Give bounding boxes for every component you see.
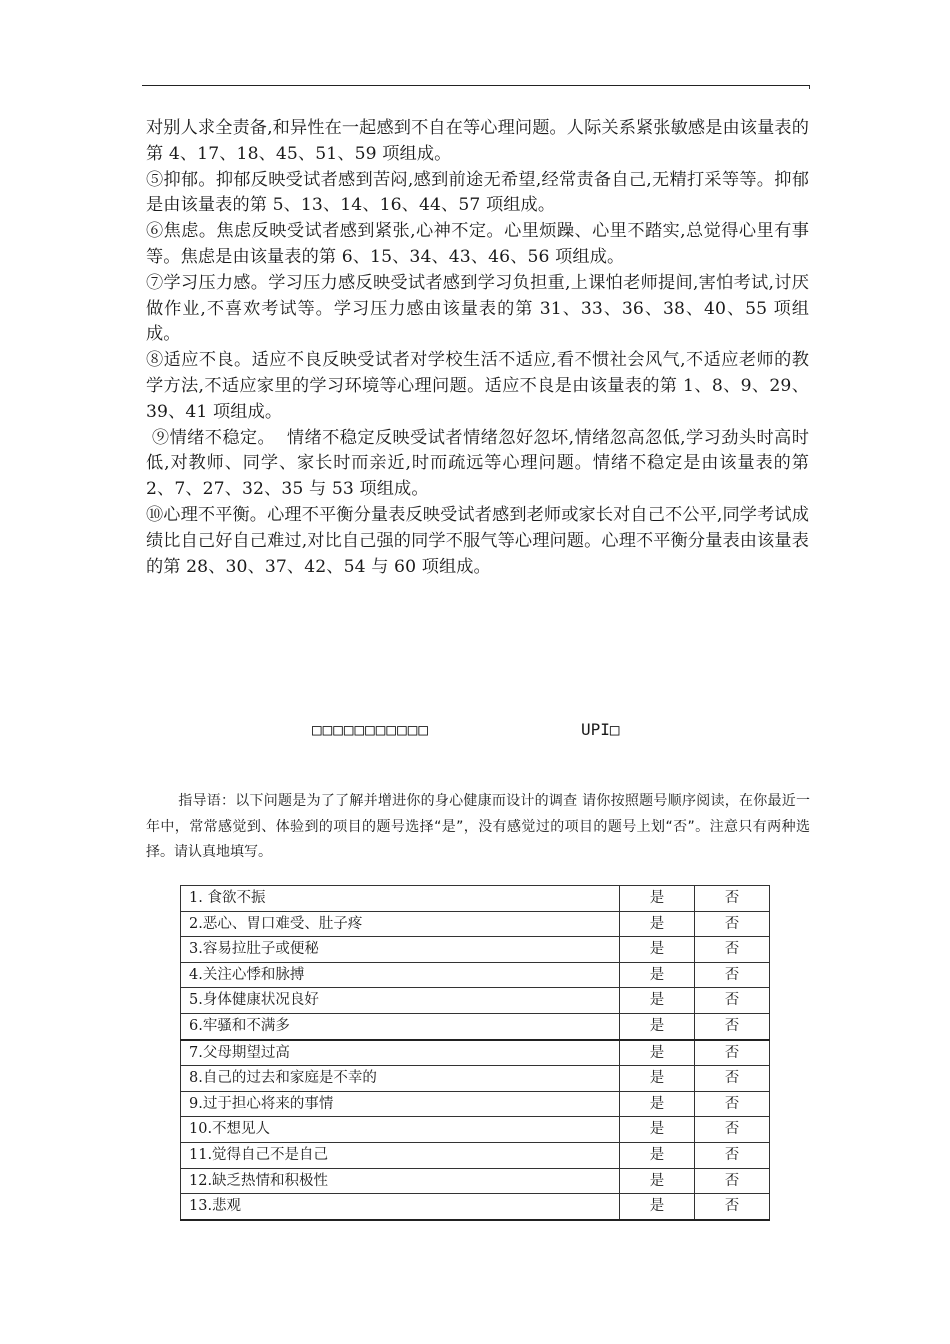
answer-no-option[interactable]: 否 <box>695 1168 770 1194</box>
question-text: 5.身体健康状况良好 <box>181 988 620 1014</box>
question-row <box>181 937 770 963</box>
question-text: 2.恶心、胃口难受、肚子疼 <box>181 911 620 937</box>
answer-yes-option[interactable]: 是 <box>620 1066 695 1092</box>
question-row <box>181 962 770 988</box>
answer-no-option[interactable]: 否 <box>695 962 770 988</box>
answer-yes-option[interactable]: 是 <box>620 1117 695 1143</box>
answer-yes-option[interactable]: 是 <box>620 937 695 963</box>
answer-no-option[interactable]: 否 <box>695 1117 770 1143</box>
answer-no-option[interactable]: 否 <box>695 1194 770 1220</box>
paragraph-interpersonal: 对别人求全责备,和异性在一起感到不自在等心理问题。人际关系紧张敏感是由该量表的第 4、17、18、45、51、59 项组成。 <box>146 118 809 164</box>
paragraph-maladjustment: ⑧适应不良。适应不良反映受试者对学校生活不适应,看不惯社会风气,不适应老师的教学方法,不适应家里的学习环境等心理问题。适应不良是由该量表的第 1、8、9、29、39、41 项组成。 <box>146 350 809 422</box>
body-text <box>146 116 815 580</box>
header-rule <box>142 85 810 86</box>
paragraph-emotional-instability: ⑨情绪不稳定。 情绪不稳定反映受试者情绪忽好忽坏,情绪忽高忽低,学习劲头时高时低,对教师、同学、家长时而亲近,时而疏远等心理问题。情绪不稳定是由该量表的第 2、7、27、32、35 与 53 项组成。 <box>146 427 815 500</box>
answer-no-option[interactable]: 否 <box>695 886 770 912</box>
question-row <box>181 1013 770 1039</box>
question-text: 13.悲观 <box>181 1194 620 1220</box>
paragraph-imbalance: ⑩心理不平衡。心理不平衡分量表反映受试者感到老师或家长对自己不公平,同学考试成绩比自己好自己难过,对比自己强的同学不服气等心理问题。心理不平衡分量表由该量表的第 28、30、37、42、54 与 60 项组成。 <box>146 504 809 577</box>
question-row <box>181 1194 770 1220</box>
answer-yes-option[interactable]: 是 <box>620 1091 695 1117</box>
question-text: 9.过于担心将来的事情 <box>181 1091 620 1117</box>
header-rule-mark <box>809 86 810 89</box>
answer-no-option[interactable]: 否 <box>695 1066 770 1092</box>
answer-yes-option[interactable]: 是 <box>620 962 695 988</box>
question-row <box>181 886 770 912</box>
question-text: 12.缺乏热情和积极性 <box>181 1168 620 1194</box>
question-row <box>181 1040 770 1066</box>
question-row <box>181 1066 770 1092</box>
answer-yes-option[interactable]: 是 <box>620 1194 695 1220</box>
question-row <box>181 1142 770 1168</box>
answer-yes-option[interactable]: 是 <box>620 886 695 912</box>
question-text: 3.容易拉肚子或便秘 <box>181 937 620 963</box>
question-text: 1. 食欲不振 <box>181 886 620 912</box>
answer-yes-option[interactable]: 是 <box>620 1013 695 1039</box>
question-text: 11.觉得自己不是自己 <box>181 1142 620 1168</box>
paragraph-study-pressure: ⑦学习压力感。学习压力感反映受试者感到学习负担重,上课怕老师提间,害怕考试,讨厌做作业,不喜欢考试等。学习压力感由该量表的第 31、33、36、38、40、55 项组成。 <box>146 272 809 345</box>
form-title-suffix: UPI□ <box>581 720 620 739</box>
answer-yes-option[interactable]: 是 <box>620 988 695 1014</box>
question-text: 10.不想见人 <box>181 1117 620 1143</box>
question-row <box>181 988 770 1014</box>
answer-no-option[interactable]: 否 <box>695 1142 770 1168</box>
answer-yes-option[interactable]: 是 <box>620 911 695 937</box>
answer-yes-option[interactable]: 是 <box>620 1168 695 1194</box>
question-row <box>181 1168 770 1194</box>
questionnaire-table <box>180 885 770 1221</box>
answer-no-option[interactable]: 否 <box>695 1091 770 1117</box>
answer-no-option[interactable]: 否 <box>695 1013 770 1039</box>
form-title-main: □□□□□□□□□□□ <box>312 720 429 739</box>
paragraph-anxiety: ⑥焦虑。焦虑反映受试者感到紧张,心神不定。心里烦躁、心里不踏实,总觉得心里有事等。焦虑是由该量表的第 6、15、34、43、46、56 项组成。 <box>146 221 809 267</box>
question-row <box>181 1117 770 1143</box>
answer-yes-option[interactable]: 是 <box>620 1142 695 1168</box>
question-text: 8.自己的过去和家庭是不幸的 <box>181 1066 620 1092</box>
question-text: 6.牢骚和不满多 <box>181 1013 620 1039</box>
answer-no-option[interactable]: 否 <box>695 911 770 937</box>
answer-yes-option[interactable]: 是 <box>620 1040 695 1066</box>
answer-no-option[interactable]: 否 <box>695 1040 770 1066</box>
form-instructions <box>146 789 810 866</box>
question-row <box>181 911 770 937</box>
answer-no-option[interactable]: 否 <box>695 988 770 1014</box>
question-text: 7.父母期望过高 <box>181 1040 620 1066</box>
answer-no-option[interactable]: 否 <box>695 937 770 963</box>
paragraph-depression: ⑤抑郁。抑郁反映受试者感到苦闷,感到前途无希望,经常责备自己,无精打采等等。抑郁是由该量表的第 5、13、14、16、44、57 项组成。 <box>146 169 809 216</box>
instructions-text: 指导语：以下问题是为了了解并增进你的身心健康而设计的调查 请你按照题号顺序阅读，在你最近一年中，常常感觉到、体验到的项目的题号选择“是”，没有感觉过的项目的题号上划“否”。注意只有两种选择。请认真地填写。 <box>146 793 810 860</box>
question-row <box>181 1091 770 1117</box>
question-text: 4.关注心悸和脉搏 <box>181 962 620 988</box>
